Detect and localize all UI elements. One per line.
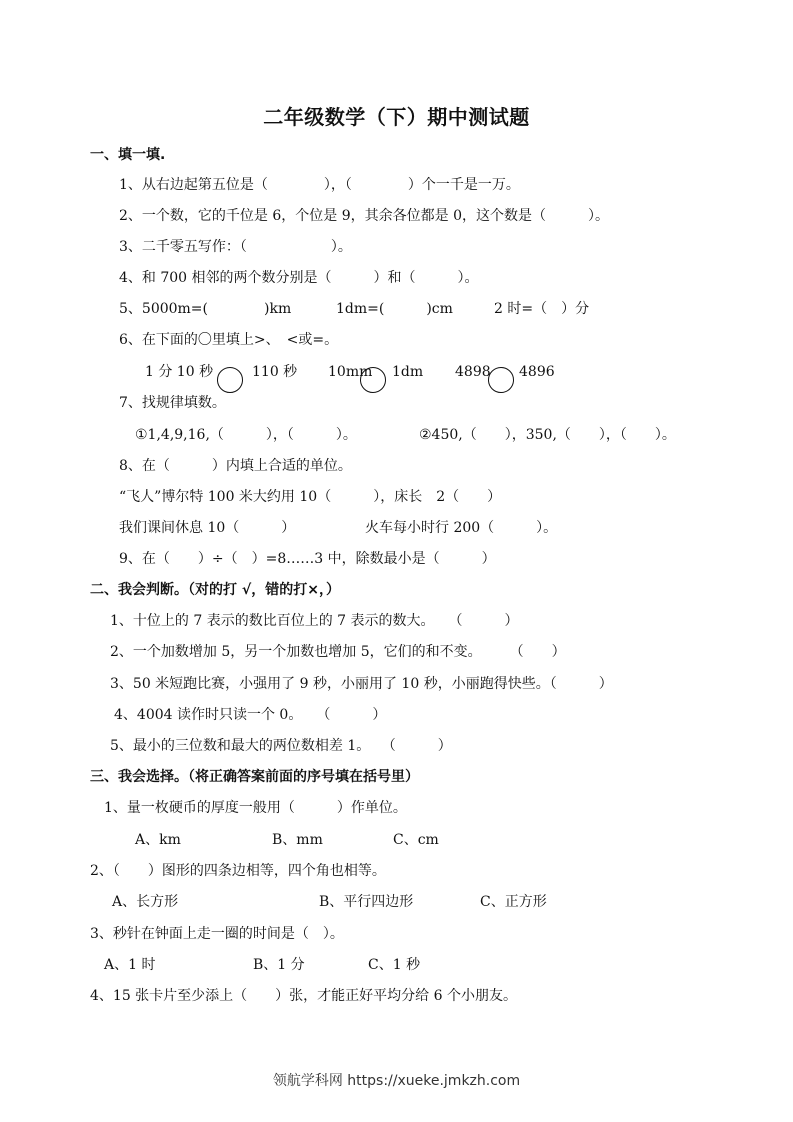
choose-3-option-c: C、1 秒 — [368, 957, 421, 973]
choose-1-option-c: C、cm — [393, 832, 439, 848]
compare-circle-1[interactable] — [217, 367, 243, 393]
fill-question-3: 3、二千零五写作：（ ）。 — [119, 239, 352, 255]
compare-circle-2[interactable] — [360, 367, 386, 393]
choose-question-3: 3、秒针在钟面上走一圈的时间是（ ）。 — [90, 926, 344, 942]
choose-1-option-b: B、mm — [272, 832, 323, 848]
fill-question-5c: 2 时=（ ）分 — [494, 301, 590, 317]
compare-2-right: 1dm — [392, 364, 424, 380]
choose-question-2: 2、（ ）图形的四条边相等，四个角也相等。 — [90, 863, 386, 879]
section-choose-heading: 三、我会选择。（将正确答案前面的序号填在括号里） — [90, 769, 419, 785]
compare-3-left: 4898 — [455, 364, 491, 380]
judge-question-4: 4、4004 读作时只读一个 0。 （ ） — [114, 707, 387, 723]
fill-question-8c: 火车每小时行 200（ ）。 — [365, 520, 558, 536]
judge-question-1: 1、十位上的 7 表示的数比百位上的 7 表示的数大。 （ ） — [110, 613, 519, 629]
fill-question-7a: ①1,4,9,16,（ ），（ ）。 — [135, 427, 357, 443]
section-judge-heading: 二、我会判断。（对的打 √，错的打×，） — [90, 582, 340, 598]
choose-1-option-a: A、km — [135, 832, 181, 848]
fill-question-2: 2、一个数，它的千位是 6，个位是 9，其余各位都是 0，这个数是（ ）。 — [119, 208, 609, 224]
choose-2-option-c: C、正方形 — [480, 894, 547, 910]
compare-1-right: 110 秒 — [252, 364, 298, 380]
footer-watermark: 领航学科网 https://xueke.jmkzh.com — [272, 1073, 521, 1089]
judge-question-5: 5、最小的三位数和最大的两位数相差 1。 （ ） — [110, 738, 452, 754]
fill-question-8: 8、在（ ）内填上合适的单位。 — [119, 458, 352, 474]
choose-question-4: 4、15 张卡片至少添上（ ）张，才能正好平均分给 6 个小朋友。 — [90, 988, 517, 1004]
fill-question-5a: 5、5000m=( )km — [119, 301, 292, 317]
fill-question-8b: 我们课间休息 10（ ） — [119, 520, 296, 536]
page-title: 二年级数学（下）期中测试题 — [263, 105, 530, 129]
fill-question-5b: 1dm=( )cm — [336, 301, 453, 317]
choose-question-1: 1、量一枚硬币的厚度一般用（ ）作单位。 — [104, 800, 407, 816]
fill-question-7b: ②450,（ ），350,（ ），（ ）。 — [419, 427, 676, 443]
compare-2-left: 10mm — [328, 364, 373, 380]
fill-question-6: 6、在下面的〇里填上>、 <或=。 — [119, 332, 339, 348]
choose-3-option-b: B、1 分 — [253, 957, 305, 973]
fill-question-8a: “飞人”博尔特 100 米大约用 10（ ），床长 2（ ） — [119, 489, 502, 505]
compare-circle-3[interactable] — [488, 367, 514, 393]
section-fill-heading: 一、填一填. — [90, 147, 166, 163]
choose-2-option-b: B、平行四边形 — [319, 894, 414, 910]
fill-question-4: 4、和 700 相邻的两个数分别是（ ）和（ ）。 — [119, 270, 479, 286]
compare-3-right: 4896 — [519, 364, 555, 380]
judge-question-2: 2、一个加数增加 5，另一个加数也增加 5，它们的和不变。 （ ） — [110, 644, 566, 660]
choose-3-option-a: A、1 时 — [104, 957, 156, 973]
fill-question-9: 9、在（ ）÷（ ）=8……3 中，除数最小是（ ） — [119, 551, 496, 567]
fill-question-7: 7、找规律填数。 — [119, 395, 226, 411]
compare-1-left: 1 分 10 秒 — [145, 364, 214, 380]
choose-2-option-a: A、长方形 — [112, 894, 179, 910]
judge-question-3: 3、50 米短跑比赛，小强用了 9 秒，小丽用了 10 秒，小丽跑得快些。（ ） — [110, 676, 613, 692]
fill-question-1: 1、从右边起第五位是（ ），（ ）个一千是一万。 — [119, 177, 520, 193]
